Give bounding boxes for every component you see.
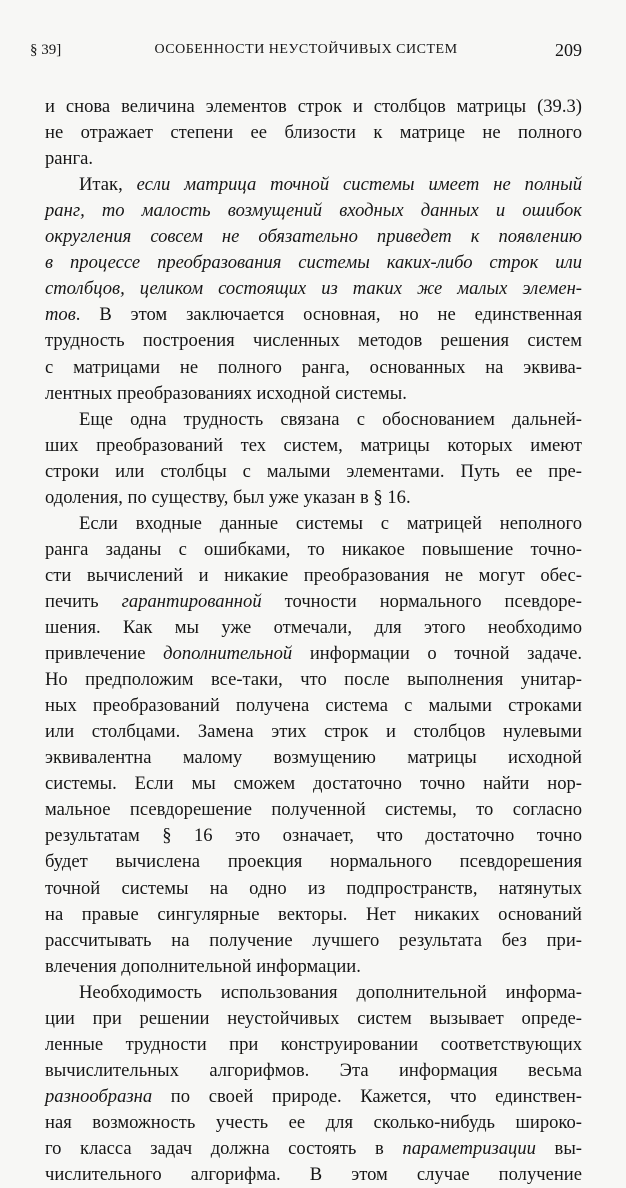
text-line — [45, 876, 582, 902]
text-segment: ранга заданы с ошибками, то никакое повышение точно- — [45, 538, 582, 560]
text-segment: ших преобразований тех систем, матрицы которых имеют — [45, 434, 582, 456]
text-line — [45, 1058, 582, 1084]
text-line — [45, 302, 582, 328]
text-segment: печить — [45, 590, 122, 612]
text-line — [45, 198, 582, 224]
text-line — [45, 589, 582, 615]
text-line — [45, 381, 582, 407]
text-segment: ная возможность учесть ее для сколько-нибудь широко- — [45, 1111, 582, 1133]
text-line — [45, 849, 582, 875]
text-segment: сти вычислений и никакие преобразования не могут обес- — [45, 564, 582, 586]
text-segment: лентных преобразованиях исходной системы. — [45, 382, 407, 404]
running-title: ОСОБЕННОСТИ НЕУСТОЙЧИВЫХ СИСТЕМ — [154, 42, 458, 57]
text-line — [45, 771, 582, 797]
text-segment: ции при решении неустойчивых систем вызывает опреде- — [45, 1007, 582, 1029]
text-line — [45, 563, 582, 589]
text-segment: не отражает степени ее близости к матрице не полного — [45, 122, 582, 144]
text-segment: информации о точной задаче. — [292, 643, 582, 665]
text-segment: го класса задач должна состоять в — [45, 1138, 403, 1159]
text-segment: или столбцами. Замена этих строк и столбцов нулевыми — [45, 721, 582, 743]
text-segment: точности нормального псевдоре- — [261, 590, 582, 612]
text-line — [79, 511, 582, 537]
text-segment: ранга. — [45, 148, 94, 170]
text-segment: Но предположим все-таки, что после выполнения унитар- — [45, 669, 582, 691]
text-line — [45, 459, 582, 485]
text-line — [45, 823, 582, 849]
text-line — [45, 485, 582, 511]
text-line — [45, 224, 582, 250]
text-line — [45, 276, 582, 302]
text-segment: системы. Если мы сможем достаточно точно найти нор- — [45, 773, 582, 795]
text-line — [45, 719, 582, 745]
text-line — [45, 328, 582, 354]
text-line — [45, 1032, 582, 1058]
text-segment: результатам § 16 это означает, что достаточно точно — [45, 825, 582, 847]
text-line — [45, 146, 582, 172]
text-segment: трудность построения численных методов решения систем — [45, 330, 582, 352]
text-segment: Итак, — [79, 174, 137, 196]
italic-text: параметризации — [402, 1138, 536, 1159]
text-line — [45, 94, 582, 120]
text-line — [45, 1084, 582, 1110]
italic-text: тов — [45, 304, 76, 326]
text-segment: одоления, по существу, был уже указан в § 16. — [45, 486, 411, 508]
text-segment: на правые сингулярные векторы. Нет никаких оснований — [45, 903, 582, 925]
text-segment: точной системы на одно из подпространств, натянутых — [45, 877, 582, 899]
text-segment: вычислительных алгорифмов. Эта информация весьма — [45, 1059, 582, 1081]
text-line — [45, 1136, 582, 1162]
text-segment: с матрицами не полного ранга, основанных на эквива- — [45, 356, 582, 378]
text-segment: рассчитывать на получение лучшего результата без при- — [45, 929, 582, 951]
italic-text: в процессе преобразования системы каких-либо строк или — [45, 252, 582, 274]
text-line — [45, 120, 582, 146]
italic-text: ранг, то малость возмущений входных данных и ошибок — [45, 200, 582, 222]
text-line — [45, 1110, 582, 1136]
text-segment: будет вычислена проекция нормального псевдорешения — [45, 851, 582, 873]
text-segment: . В этом заключается основная, но не единственная — [75, 304, 582, 326]
text-line — [45, 641, 582, 667]
text-line — [79, 407, 582, 433]
running-header — [30, 40, 582, 62]
text-line — [45, 615, 582, 641]
text-line — [45, 355, 582, 381]
text-segment: вы- — [535, 1138, 583, 1159]
text-segment: Необходимость использования дополнительной информа- — [79, 981, 582, 1003]
italic-text: если матрица точной системы имеет не полный — [136, 174, 582, 196]
text-segment: влечения дополнительной информации. — [45, 955, 361, 977]
text-line — [45, 928, 582, 954]
text-segment: и снова величина элементов строк и столбцов матрицы (39.3) — [45, 96, 582, 117]
text-segment: мальное псевдорешение полученной системы, то согласно — [45, 799, 582, 821]
italic-text: гарантированной — [121, 590, 262, 612]
text-segment: ных преобразований получена система с малыми строками — [45, 695, 582, 717]
text-line — [45, 693, 582, 719]
text-segment: Еще одна трудность связана с обоснованием дальней- — [79, 408, 582, 430]
text-segment: строки или столбцы с малыми элементами. Путь ее пре- — [45, 460, 582, 482]
text-line — [45, 1162, 582, 1188]
text-segment: эквивалентна малому возмущению матрицы исходной — [45, 747, 582, 769]
italic-text: разнообразна — [45, 1085, 153, 1107]
text-line — [45, 537, 582, 563]
text-line — [79, 980, 582, 1006]
text-line — [45, 433, 582, 459]
text-segment: числительного алгорифма. В этом случае получение — [45, 1164, 582, 1186]
text-line — [45, 902, 582, 928]
text-segment: ленные трудности при конструировании соответствующих — [45, 1033, 582, 1055]
italic-text: округления совсем не обязательно приведет к появлению — [45, 226, 582, 248]
text-line — [45, 1006, 582, 1032]
text-segment: шения. Как мы уже отмечали, для этого необходимо — [45, 617, 582, 638]
text-line — [45, 745, 582, 771]
text-segment: по своей природе. Кажется, что единствен- — [152, 1085, 582, 1107]
italic-text: дополнительной — [163, 643, 293, 665]
page-number: 209 — [555, 40, 582, 60]
text-line — [45, 667, 582, 693]
section-marker: § 39] — [30, 42, 62, 58]
text-line — [45, 797, 582, 823]
text-line — [79, 172, 582, 198]
italic-text: столбцов, целиком состоящих из таких же малых элемен- — [45, 278, 582, 300]
text-line — [45, 250, 582, 276]
text-line — [45, 954, 582, 980]
text-segment: Если входные данные системы с матрицей неполного — [79, 512, 582, 534]
text-segment: привлечение — [45, 643, 164, 665]
